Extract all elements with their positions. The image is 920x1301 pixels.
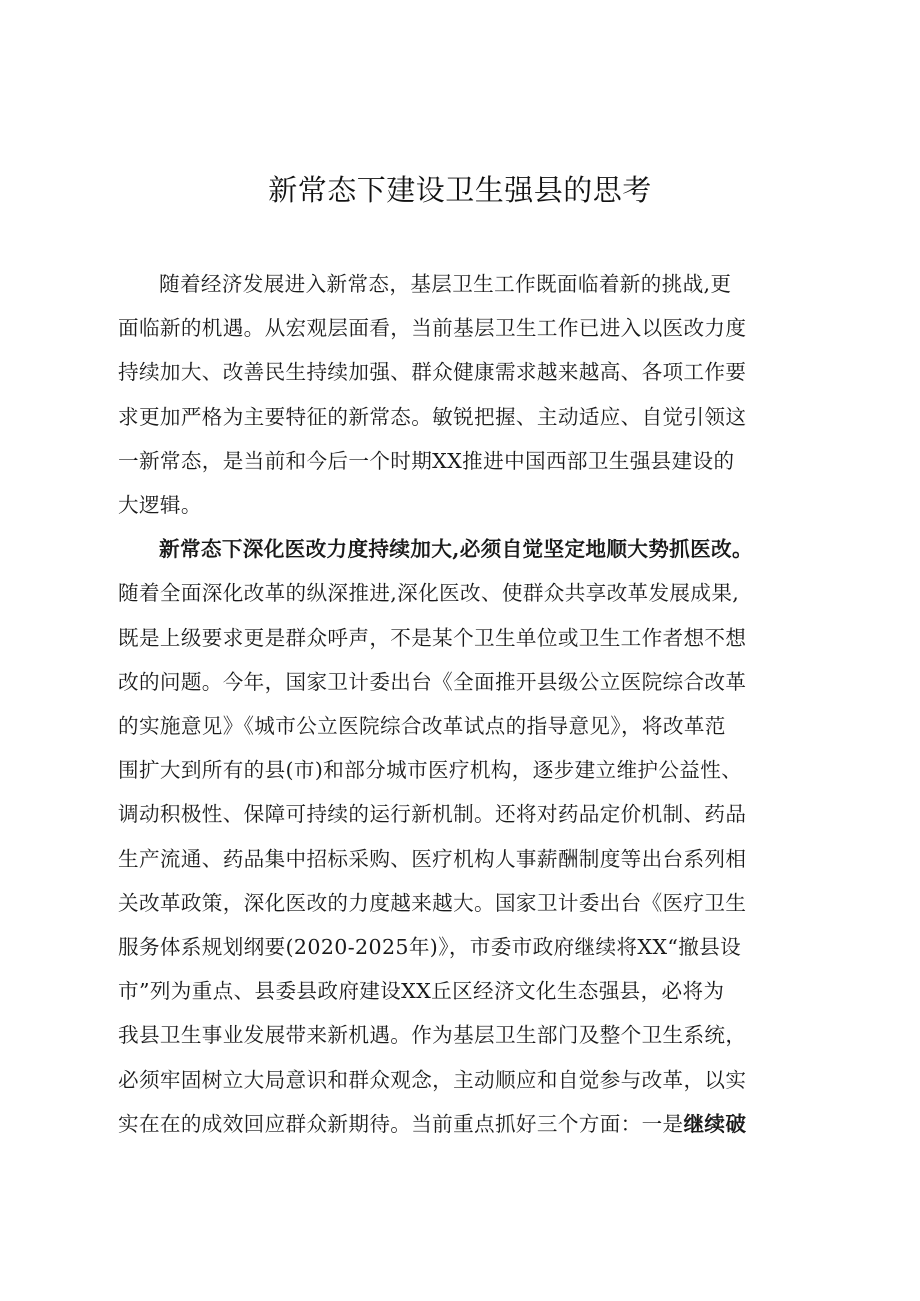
paragraph-line: 围扩大到所有的县(市)和部分城市医疗机构，逐步建立维护公益性、 bbox=[118, 758, 743, 783]
paragraph-line: 随着经济发展进入新常态，基层卫生工作既面临着新的挑战,更 bbox=[159, 272, 732, 296]
paragraph-line: 一新常态，是当前和今后一个时期XX推进中国西部卫生强县建设的 bbox=[118, 448, 735, 473]
paragraph-line: 市”列为重点、县委县政府建设XX丘区经济文化生态强县，必将为 bbox=[118, 979, 725, 1004]
paragraph-line: 求更加严格为主要特征的新常态。敏锐把握、主动适应、自觉引领这 bbox=[118, 404, 747, 429]
paragraph-line: 既是上级要求更是群众呼声，不是某个卫生单位或卫生工作者想不想 bbox=[118, 625, 747, 650]
paragraph-line: 必须牢固树立大局意识和群众观念，主动顺应和自觉参与改革，以实 bbox=[118, 1067, 747, 1092]
paragraph-line: 面临新的机遇。从宏观层面看，当前基层卫生工作已进入以医改力度 bbox=[118, 316, 747, 341]
paragraph-line: 的实施意见》《城市公立医院综合改革试点的指导意见》，将改革范 bbox=[118, 714, 726, 739]
paragraph-last-line bbox=[118, 1102, 818, 1146]
paragraph-1 bbox=[118, 262, 818, 527]
last-line-text: 实在在的成效回应群众新期待。当前重点抓好三个方面：一是 bbox=[118, 1111, 684, 1136]
paragraph-line: 我县卫生事业发展带来新机遇。作为基层卫生部门及整个卫生系统， bbox=[118, 1023, 747, 1048]
paragraph-line: 生产流通、药品集中招标采购、医疗机构人事薪酬制度等出台系列相 bbox=[118, 846, 747, 871]
paragraph-line: 调动积极性、保障可持续的运行新机制。还将对药品定价机制、药品 bbox=[118, 802, 747, 827]
document-body bbox=[118, 262, 818, 1146]
paragraph-line: 改的问题。今年，国家卫计委出台《全面推开县级公立医院综合改革 bbox=[118, 669, 747, 694]
document-title: 新常态下建设卫生强县的思考 bbox=[268, 173, 652, 207]
paragraph-line: 大逻辑。 bbox=[118, 493, 202, 518]
paragraph-line: 关改革政策，深化医改的力度越来越大。国家卫计委出台《医疗卫生 bbox=[118, 890, 747, 915]
paragraph-line: 持续加大、改善民生持续加强、群众健康需求越来越高、各项工作要 bbox=[118, 360, 747, 385]
paragraph-lead-sentence: 新常态下深化医改力度持续加大,必须自觉坚定地顺大势抓医改。 bbox=[159, 537, 753, 562]
paragraph-line: 随着全面深化改革的纵深推进,深化医改、使群众共享改革发展成果, bbox=[118, 581, 740, 606]
paragraph-2 bbox=[118, 527, 818, 1146]
paragraph-line: 服务体系规划纲要(2020-2025年)》，市委市政府继续将XX“撤县设 bbox=[118, 935, 742, 960]
last-line-bold-text: 继续破 bbox=[683, 1111, 747, 1136]
